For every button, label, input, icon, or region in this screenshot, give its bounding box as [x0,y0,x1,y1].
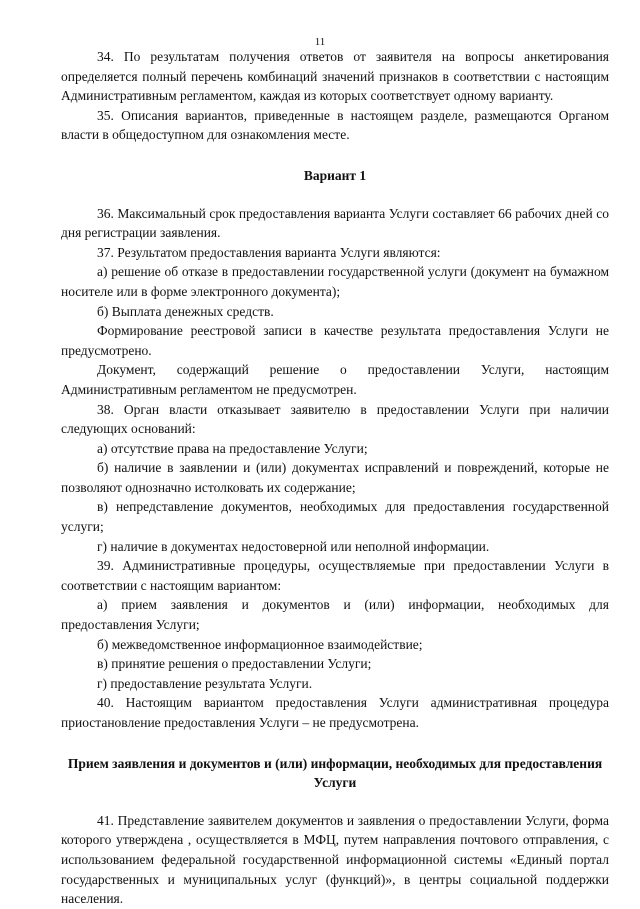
page-number: 11 [314,36,326,48]
clause-38-item-v: в) непредставление документов, необходимых для предоставления государственной услуги; [61,499,609,535]
section-heading-application-intake: Прием заявления и документов и (или) информации, необходимых для предоставления Услуги [67,755,603,791]
clause-38-item-b: б) наличие в заявлении и (или) документах исправлений и повреждений, которые не позволяют однозначно истолковать их содержание; [61,460,609,495]
clause-39-item-b: б) межведомственное информационное взаимодействие; [97,636,423,652]
clause-37-item-a: а) решение об отказе в предоставлении государственной услуги (документ на бумажном носителе или в форме электронного документа); [61,264,609,299]
clause-35: 35. Описания вариантов, приведенные в настоящем разделе, размещаются Органом власти в общедоступном для ознакомления месте. [61,107,609,143]
clause-38-item-g: г) наличие в документах недостоверной или неполной информации. [97,538,490,554]
clause-39-item-v: в) принятие решения о предоставлении Услуги; [97,656,372,672]
decision-document-note: Документ, содержащий решение о предоставлении Услуги, настоящим Административным регламентом не предусмотрен. [61,362,609,397]
clause-39-item-g: г) предоставление результата Услуги. [97,675,313,691]
clause-38: 38. Орган власти отказывает заявителю в предоставлении Услуги при наличии следующих оснований: [61,401,609,437]
section-heading-variant-1: Вариант 1 [303,167,367,183]
clause-34: 34. По результатам получения ответов от заявителя на вопросы анкетирования определяется полный перечень комбинаций значений признаков в соответствии с настоящим Административным регламентом, каждая из которых соответствует одному варианту. [61,49,609,104]
clause-39-item-a: а) прием заявления и документов и (или) информации, необходимых для предоставления Услуги; [61,597,609,633]
clause-36: 36. Максимальный срок предоставления варианта Услуги составляет 66 рабочих дней со дня регистрации заявления. [61,205,609,241]
clause-40: 40. Настоящим вариантом предоставления Услуги административная процедура приостановление предоставления Услуги – не предусмотрена. [61,695,609,730]
registry-record-note: Формирование реестровой записи в качестве результата предоставления Услуги не предусмотрено. [61,323,609,358]
clause-41: 41. Представление заявителем документов и заявления о предоставлении Услуги, форма которого утверждена , осуществляется в МФЦ, путем направления почтового отправления, с использованием федеральной государственной информационной системы «Единый портал государственных и муниципальных услуг (функций)», в центры социальной поддержки населения. [61,812,609,907]
clause-39: 39. Административные процедуры, осуществляемые при предоставлении Услуги в соответствии с настоящим вариантом: [61,558,609,593]
clause-37: 37. Результатом предоставления варианта Услуги являются: [97,244,441,260]
clause-38-item-a: а) отсутствие права на предоставление Услуги; [97,440,368,456]
clause-37-item-b: б) Выплата денежных средств. [97,303,274,319]
document-body [61,47,609,909]
